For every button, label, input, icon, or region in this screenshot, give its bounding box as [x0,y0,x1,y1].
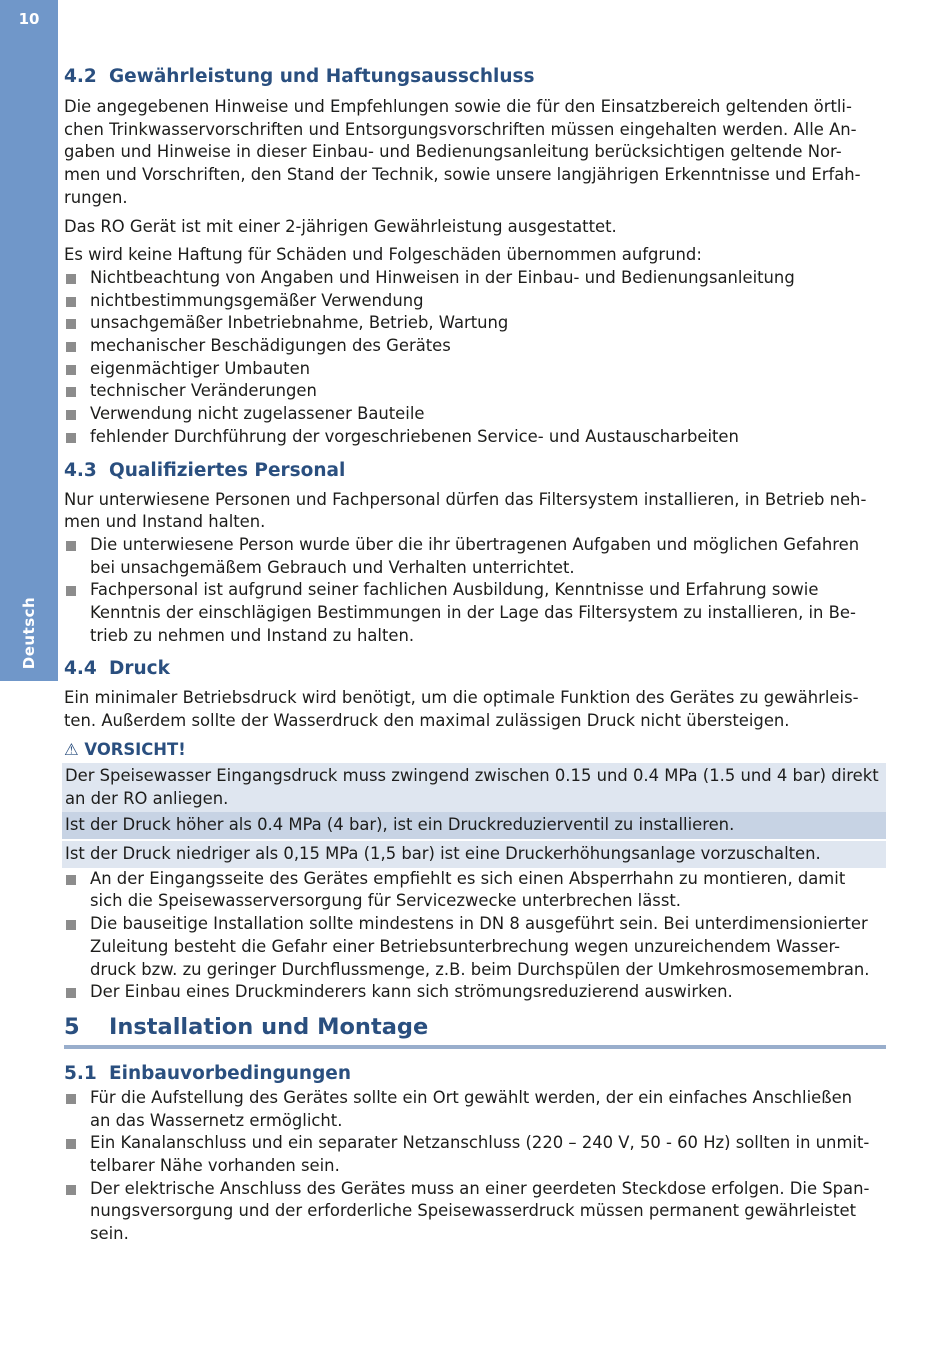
bullet-square-icon [66,920,76,930]
list-item: Ein Kanalanschluss und ein separater Netzanschluss (220 – 240 V, 50 - 60 Hz) sollten in unmit- telbarer Nähe vorhanden sein. [64,1132,886,1177]
list-item: nichtbestimmungsgemäßer Verwendung [64,290,886,313]
bullet-square-icon [66,875,76,885]
section-heading-5-1: 5.1 Einbauvorbedingungen [64,1062,352,1084]
bullet-square-icon [66,365,76,375]
list-item: Die unterwiesene Person wurde über die ihr übertragenen Aufgaben und möglichen Gefahren bei unsachgemäßem Gebrauch und Verhalten unterrichtet. [64,534,886,579]
bullet-square-icon [66,988,76,998]
paragraph-4-2-intro: Die angegebenen Hinweise und Empfehlungen sowie die für den Einsatzbereich geltenden örtli- chen Trinkwasservorschriften und Entsorgungsvorschriften müssen eingehalten werden. Alle An- gaben und Hinweise in dieser Einbau- und Bedienungsanleitung berücksichtigen geltende Nor- men und Vorschriften, den Stand der Technik, sowie unsere langjährigen Erkenntnisse und Erfah- rungen. [64,97,861,207]
list-item: Der Einbau eines Druckminderers kann sich strömungsreduzierend auswirken. [64,981,886,1004]
list-item: Nichtbeachtung von Angaben und Hinweisen in der Einbau- und Bedienungsanleitung [64,267,886,290]
bullet-square-icon [66,1094,76,1104]
bullet-square-icon [66,433,76,443]
list-item: unsachgemäßer Inbetriebnahme, Betrieb, Wartung [64,312,886,335]
list-item: Verwendung nicht zugelassener Bauteile [64,403,886,426]
section-heading-4-2: 4.2 Gewährleistung und Haftungsausschluss [64,66,535,87]
paragraph-liability: Es wird keine Haftung für Schäden und Folgeschäden übernommen aufgrund: [64,245,702,265]
language-side-tab [0,0,58,681]
page-content [64,64,886,1246]
bullet-square-icon [66,410,76,420]
section-heading-4-4: 4.4 Druck [64,658,170,680]
list-item: Fachpersonal ist aufgrund seiner fachlichen Ausbildung, Kenntnisse und Erfahrung sowie Kenntnis der einschlägigen Bestimmungen in der Lage das Filtersystem zu installieren, in Be- trieb zu nehmen und Instand zu halten. [64,579,886,647]
caution-row: Ist der Druck höher als 0.4 MPa (4 bar), ist ein Druckreduzierventil zu installieren. [62,812,886,839]
language-label: Deutsch [20,596,38,670]
bullet-square-icon [66,1185,76,1195]
page-number: 10 [18,10,40,28]
caution-row: Ist der Druck niedriger als 0,15 MPa (1,5 bar) ist eine Druckerhöhungsanlage vorzuschalten. [62,841,886,868]
chapter-heading-5: 5 Installation und Montage [64,1013,429,1040]
caution-box [64,763,886,868]
list-item: eigenmächtiger Umbauten [64,358,886,381]
bullet-square-icon [66,342,76,352]
installation-prerequisites-list [64,1087,886,1246]
paragraph-4-3-intro: Nur unterwiesene Personen und Fachpersonal dürfen das Filtersystem installieren, in Betrieb neh- men und Instand halten. [64,489,867,532]
chapter-divider [64,1045,886,1049]
bullet-square-icon [66,1139,76,1149]
pressure-list [64,868,886,1004]
list-item: mechanischer Beschädigungen des Gerätes [64,335,886,358]
bullet-square-icon [66,319,76,329]
list-item: An der Eingangsseite des Gerätes empfiehlt es sich einen Absperrhahn zu montieren, damit sich die Speisewasserversorgung für Servicezwecke unterbrechen lässt. [64,868,886,913]
list-item: Die bauseitige Installation sollte mindestens in DN 8 ausgeführt sein. Bei unterdimensionierter Zuleitung besteht die Gefahr einer Betriebsunterbrechung wegen unzureichendem Wasser- druck bzw. zu geringer Durchflussmenge, z.B. beim Durchspülen der Umkehrosmosemembran. [64,913,886,981]
paragraph-4-4-intro: Ein minimaler Betriebsdruck wird benötigt, um die optimale Funktion des Gerätes zu gewährleis- ten. Außerdem sollte der Wasserdruck den maximal zulässigen Druck nicht übersteigen. [64,688,859,731]
warning-triangle-icon: ⚠ [64,739,79,759]
bullet-square-icon [66,297,76,307]
section-heading-4-3: 4.3 Qualifiziertes Personal [64,459,346,481]
list-item: Der elektrische Anschluss des Gerätes muss an einer geerdeten Steckdose erfolgen. Die Span- nungsversorgung und der erforderliche Speisewasserdruck müssen permanent gewährleistet sein. [64,1178,886,1246]
personnel-list [64,534,886,648]
bullet-square-icon [66,586,76,596]
paragraph-warranty: Das RO Gerät ist mit einer 2-jährigen Gewährleistung ausgestattet. [64,216,617,236]
bullet-square-icon [66,387,76,397]
caution-label: ⚠ VORSICHT! [64,739,186,759]
bullet-square-icon [66,274,76,284]
list-item: technischer Veränderungen [64,380,886,403]
list-item: Für die Aufstellung des Gerätes sollte ein Ort gewählt werden, der ein einfaches Anschließen an das Wassernetz ermöglicht. [64,1087,886,1132]
bullet-square-icon [66,541,76,551]
liability-list [64,267,886,449]
list-item: fehlender Durchführung der vorgeschriebenen Service- und Austauscharbeiten [64,426,886,449]
caution-row: Der Speisewasser Eingangsdruck muss zwingend zwischen 0.15 und 0.4 MPa (1.5 und 4 bar) direkt an der RO anliegen. [62,763,886,812]
